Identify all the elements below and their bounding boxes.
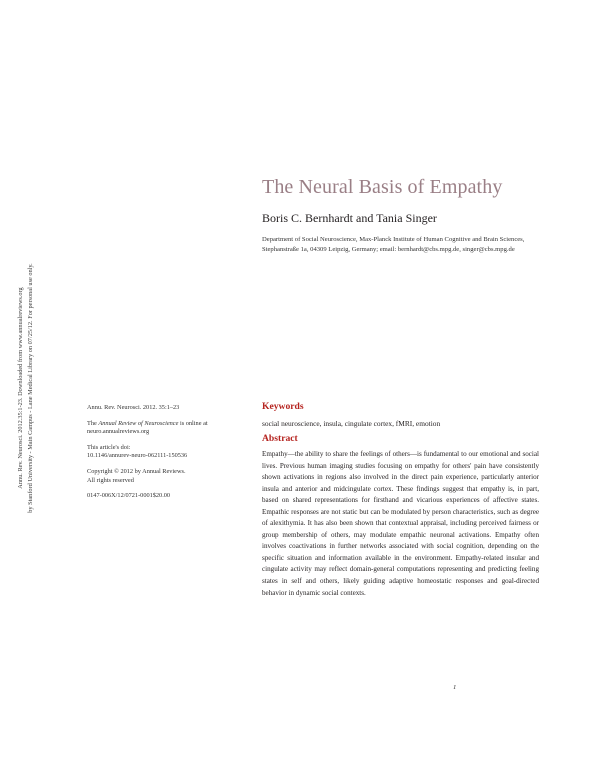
copyright: Copyright © 2012 by Annual Reviews. (87, 467, 186, 475)
article-title: The Neural Basis of Empathy (262, 176, 503, 198)
download-notice-line-2: by Stanford University - Main Campus - Lane Medical Library on 07/25/12. For personal use only. (26, 263, 34, 513)
journal-name: Annual Review of Neuroscience (98, 419, 179, 427)
doi-block (87, 444, 237, 461)
abstract-body: Empathy—the ability to share the feelings of others—is fundamental to our emotional and social lives. Previous human imaging studies focusing on empathy for others' pain have consistently shown activations in regions also involved in the direct pain experience, particularly anterior insula and anterior and midcingulate cortex. These findings suggest that empathy is, in part, based on shared representations for firsthand and vicarious experiences of affective states. Empathic responses are not static but can be modulated by person characteristics, such as degree of alexithymia. It has also been shown that contextual appraisal, including perceived fairness or group membership of others, may modulate empathic neuronal activations. Empathy often involves coactivations in further networks associated with social cognition, depending on the specific situation and information available in the environment. Empathy-related insular and cingulate activity may reflect domain-general computations representing and predicting feeling states in self and others, likely guiding adaptive homeostatic responses and goal-directed behavior in dynamic social contexts. (262, 450, 539, 597)
article-authors: Boris C. Bernhardt and Tania Singer (262, 211, 437, 225)
keywords-heading: Keywords (262, 401, 304, 412)
download-notice (16, 228, 35, 548)
keywords-list: social neuroscience, insula, cingulate cortex, fMRI, emotion (262, 419, 441, 428)
citation: Annu. Rev. Neurosci. 2012. 35:1–23 (87, 404, 180, 411)
doi-value[interactable]: 10.1146/annurev-neuro-062111-150536 (87, 452, 188, 460)
rights: All rights reserved (87, 476, 134, 484)
doi-label: This article's doi: (87, 443, 131, 451)
abstract-heading: Abstract (262, 433, 298, 444)
article-metadata (87, 404, 237, 508)
online-prefix: The (87, 419, 99, 427)
copyright-block (87, 468, 237, 485)
author-affiliation: Department of Social Neuroscience, Max-Planck Institute of Human Cognitive and Brain Sciences, Stephanstraße 1a, 04309 Leipzig, Germany; email: bernhardt@cbs.mpg.de, singer@cbs.mpg.de (262, 236, 525, 254)
online-availability (87, 420, 237, 437)
page-number: 1 (453, 684, 457, 691)
issn: 0147-006X/12/0721-0001$20.00 (87, 492, 171, 500)
download-notice-line-1: Annu. Rev. Neurosci. 2012.35:1-23. Downloaded from www.annualreviews.org (17, 287, 24, 489)
online-suffix: is online at neuro.annualreviews.org (87, 419, 208, 436)
